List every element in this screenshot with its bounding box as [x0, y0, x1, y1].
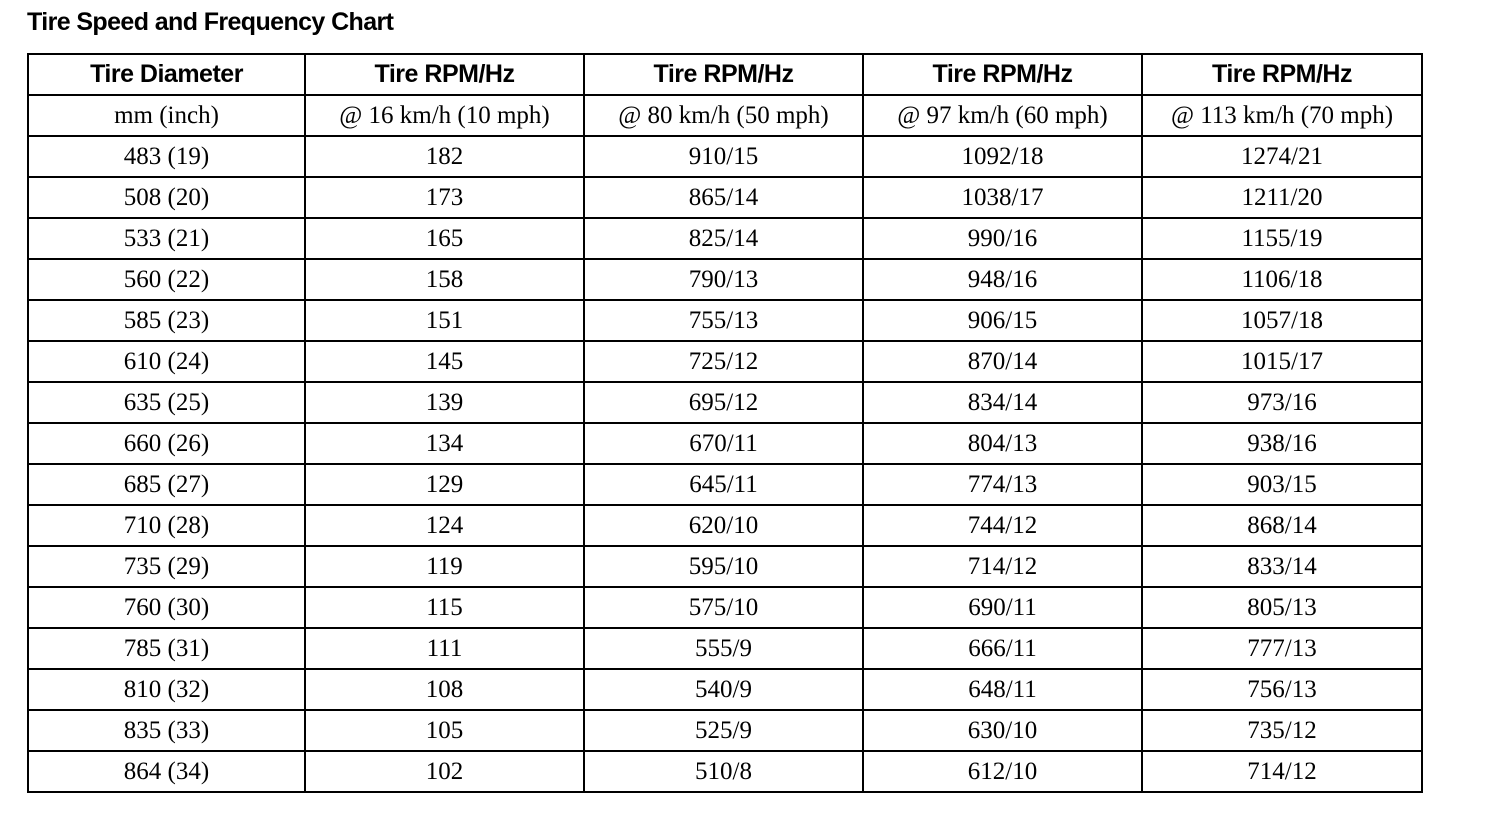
cell-rpm-hz-50mph: 865/14 — [584, 177, 863, 218]
subheader-10mph: @ 16 km/h (10 mph) — [305, 95, 584, 136]
table-row — [28, 587, 1422, 628]
page-title: Tire Speed and Frequency Chart — [27, 8, 394, 36]
cell-diameter: 508 (20) — [28, 177, 305, 218]
cell-rpm-hz-60mph: 630/10 — [863, 710, 1142, 751]
cell-rpm-10mph: 119 — [305, 546, 584, 587]
cell-diameter: 760 (30) — [28, 587, 305, 628]
cell-rpm-hz-60mph: 714/12 — [863, 546, 1142, 587]
cell-rpm-hz-50mph: 525/9 — [584, 710, 863, 751]
cell-rpm-hz-60mph: 612/10 — [863, 751, 1142, 792]
table-row — [28, 423, 1422, 464]
table-row — [28, 136, 1422, 177]
table-row — [28, 710, 1422, 751]
subheader-50mph: @ 80 km/h (50 mph) — [584, 95, 863, 136]
subheader-units: mm (inch) — [28, 95, 305, 136]
cell-rpm-hz-70mph: 805/13 — [1142, 587, 1422, 628]
table-row — [28, 546, 1422, 587]
table-row — [28, 464, 1422, 505]
table-row — [28, 177, 1422, 218]
cell-diameter: 560 (22) — [28, 259, 305, 300]
cell-rpm-hz-70mph: 973/16 — [1142, 382, 1422, 423]
table-row — [28, 669, 1422, 710]
cell-rpm-10mph: 182 — [305, 136, 584, 177]
cell-rpm-hz-50mph: 755/13 — [584, 300, 863, 341]
header-rpm-60mph: Tire RPM/Hz — [863, 54, 1142, 95]
cell-diameter: 810 (32) — [28, 669, 305, 710]
cell-rpm-hz-60mph: 666/11 — [863, 628, 1142, 669]
cell-rpm-10mph: 124 — [305, 505, 584, 546]
cell-rpm-hz-50mph: 620/10 — [584, 505, 863, 546]
subheader-70mph: @ 113 km/h (70 mph) — [1142, 95, 1422, 136]
cell-rpm-hz-60mph: 948/16 — [863, 259, 1142, 300]
table-row — [28, 300, 1422, 341]
table-body — [28, 136, 1422, 792]
cell-rpm-hz-60mph: 804/13 — [863, 423, 1142, 464]
cell-rpm-hz-70mph: 777/13 — [1142, 628, 1422, 669]
cell-rpm-10mph: 145 — [305, 341, 584, 382]
cell-rpm-hz-60mph: 774/13 — [863, 464, 1142, 505]
cell-rpm-10mph: 134 — [305, 423, 584, 464]
cell-rpm-hz-50mph: 575/10 — [584, 587, 863, 628]
header-rpm-50mph: Tire RPM/Hz — [584, 54, 863, 95]
cell-rpm-hz-60mph: 906/15 — [863, 300, 1142, 341]
cell-rpm-10mph: 115 — [305, 587, 584, 628]
cell-rpm-hz-70mph: 1015/17 — [1142, 341, 1422, 382]
cell-diameter: 835 (33) — [28, 710, 305, 751]
cell-rpm-10mph: 158 — [305, 259, 584, 300]
cell-rpm-hz-50mph: 645/11 — [584, 464, 863, 505]
cell-rpm-10mph: 151 — [305, 300, 584, 341]
cell-rpm-hz-60mph: 744/12 — [863, 505, 1142, 546]
cell-rpm-10mph: 105 — [305, 710, 584, 751]
table-row — [28, 218, 1422, 259]
table-row — [28, 259, 1422, 300]
tire-speed-frequency-table — [27, 53, 1423, 793]
table-row — [28, 628, 1422, 669]
header-rpm-70mph: Tire RPM/Hz — [1142, 54, 1422, 95]
cell-rpm-hz-50mph: 595/10 — [584, 546, 863, 587]
cell-rpm-10mph: 108 — [305, 669, 584, 710]
cell-rpm-10mph: 165 — [305, 218, 584, 259]
cell-rpm-hz-60mph: 990/16 — [863, 218, 1142, 259]
cell-diameter: 785 (31) — [28, 628, 305, 669]
cell-rpm-10mph: 129 — [305, 464, 584, 505]
table-row — [28, 382, 1422, 423]
cell-rpm-hz-60mph: 834/14 — [863, 382, 1142, 423]
cell-rpm-hz-50mph: 910/15 — [584, 136, 863, 177]
table-header — [28, 54, 1422, 136]
cell-rpm-hz-50mph: 825/14 — [584, 218, 863, 259]
table-row — [28, 341, 1422, 382]
cell-rpm-hz-50mph: 555/9 — [584, 628, 863, 669]
cell-rpm-hz-70mph: 868/14 — [1142, 505, 1422, 546]
cell-rpm-hz-60mph: 1092/18 — [863, 136, 1142, 177]
header-row-sub — [28, 95, 1422, 136]
cell-diameter: 533 (21) — [28, 218, 305, 259]
cell-rpm-hz-70mph: 1274/21 — [1142, 136, 1422, 177]
table-row — [28, 751, 1422, 792]
cell-rpm-hz-70mph: 735/12 — [1142, 710, 1422, 751]
cell-diameter: 710 (28) — [28, 505, 305, 546]
header-rpm-10mph: Tire RPM/Hz — [305, 54, 584, 95]
header-tire-diameter: Tire Diameter — [28, 54, 305, 95]
cell-rpm-hz-70mph: 714/12 — [1142, 751, 1422, 792]
cell-rpm-hz-50mph: 540/9 — [584, 669, 863, 710]
cell-diameter: 483 (19) — [28, 136, 305, 177]
cell-diameter: 864 (34) — [28, 751, 305, 792]
cell-rpm-10mph: 102 — [305, 751, 584, 792]
cell-rpm-hz-70mph: 1106/18 — [1142, 259, 1422, 300]
cell-rpm-hz-70mph: 903/15 — [1142, 464, 1422, 505]
cell-rpm-10mph: 111 — [305, 628, 584, 669]
cell-rpm-hz-60mph: 690/11 — [863, 587, 1142, 628]
cell-rpm-hz-50mph: 790/13 — [584, 259, 863, 300]
cell-diameter: 610 (24) — [28, 341, 305, 382]
cell-diameter: 685 (27) — [28, 464, 305, 505]
cell-rpm-hz-50mph: 695/12 — [584, 382, 863, 423]
cell-diameter: 660 (26) — [28, 423, 305, 464]
table-row — [28, 505, 1422, 546]
subheader-60mph: @ 97 km/h (60 mph) — [863, 95, 1142, 136]
cell-rpm-hz-60mph: 1038/17 — [863, 177, 1142, 218]
cell-rpm-hz-70mph: 1155/19 — [1142, 218, 1422, 259]
cell-diameter: 735 (29) — [28, 546, 305, 587]
cell-rpm-hz-70mph: 938/16 — [1142, 423, 1422, 464]
cell-rpm-hz-50mph: 670/11 — [584, 423, 863, 464]
cell-rpm-hz-70mph: 756/13 — [1142, 669, 1422, 710]
cell-rpm-hz-70mph: 833/14 — [1142, 546, 1422, 587]
cell-rpm-hz-60mph: 648/11 — [863, 669, 1142, 710]
cell-rpm-hz-50mph: 510/8 — [584, 751, 863, 792]
cell-diameter: 635 (25) — [28, 382, 305, 423]
cell-rpm-10mph: 173 — [305, 177, 584, 218]
cell-rpm-hz-70mph: 1211/20 — [1142, 177, 1422, 218]
cell-diameter: 585 (23) — [28, 300, 305, 341]
header-row-top — [28, 54, 1422, 95]
cell-rpm-hz-60mph: 870/14 — [863, 341, 1142, 382]
cell-rpm-10mph: 139 — [305, 382, 584, 423]
cell-rpm-hz-50mph: 725/12 — [584, 341, 863, 382]
cell-rpm-hz-70mph: 1057/18 — [1142, 300, 1422, 341]
